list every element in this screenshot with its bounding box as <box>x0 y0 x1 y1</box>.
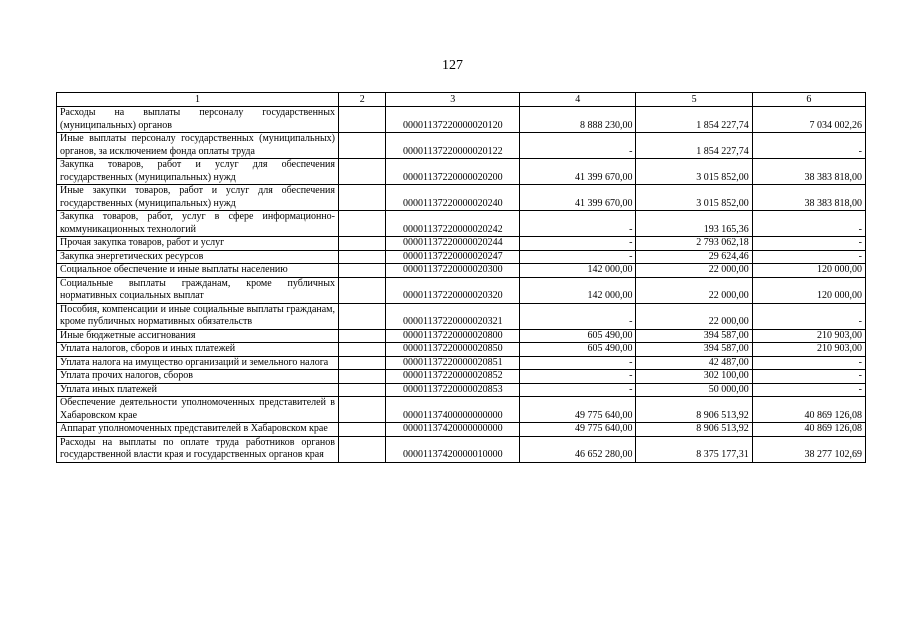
row-code-cell: 00001137220000020321 <box>386 303 520 329</box>
row-name-cell: Уплата налогов, сборов и иных платежей <box>57 343 339 357</box>
row-value6-cell: 210 903,00 <box>752 343 865 357</box>
row-name-cell: Обеспечение деятельности уполномоченных представителей в Хабаровском крае <box>57 397 339 423</box>
row-code-cell: 00001137220000020244 <box>386 237 520 251</box>
row-value6-cell: - <box>752 237 865 251</box>
table-row <box>57 423 866 437</box>
row-name-cell: Социальные выплаты гражданам, кроме публичных нормативных социальных выплат <box>57 277 339 303</box>
row-value4-cell: 49 775 640,00 <box>520 397 636 423</box>
row-col2-cell <box>339 356 386 370</box>
row-code-cell: 00001137220000020242 <box>386 211 520 237</box>
header-cell: 5 <box>636 93 752 107</box>
row-name-cell: Иные выплаты персоналу государственных (муниципальных) органов, за исключением фонда оплаты труда <box>57 133 339 159</box>
row-value5-cell: 3 015 852,00 <box>636 185 752 211</box>
row-col2-cell <box>339 329 386 343</box>
row-value6-cell: - <box>752 211 865 237</box>
row-col2-cell <box>339 423 386 437</box>
row-col2-cell <box>339 397 386 423</box>
row-value5-cell: 8 906 513,92 <box>636 397 752 423</box>
row-value5-cell: 1 854 227,74 <box>636 133 752 159</box>
table-row <box>57 277 866 303</box>
row-value6-cell: 38 277 102,69 <box>752 436 865 462</box>
row-value5-cell: 8 375 177,31 <box>636 436 752 462</box>
row-value4-cell: 605 490,00 <box>520 343 636 357</box>
budget-table <box>56 92 866 463</box>
table-row <box>57 211 866 237</box>
row-col2-cell <box>339 237 386 251</box>
row-code-cell: 00001137220000020852 <box>386 370 520 384</box>
header-cell: 6 <box>752 93 865 107</box>
row-name-cell: Уплата иных платежей <box>57 383 339 397</box>
header-row <box>57 93 866 107</box>
row-value5-cell: 22 000,00 <box>636 303 752 329</box>
row-value4-cell: 41 399 670,00 <box>520 159 636 185</box>
row-value5-cell: 22 000,00 <box>636 277 752 303</box>
table-row <box>57 159 866 185</box>
table-row <box>57 343 866 357</box>
header-cell: 2 <box>339 93 386 107</box>
row-value5-cell: 193 165,36 <box>636 211 752 237</box>
row-name-cell: Уплата прочих налогов, сборов <box>57 370 339 384</box>
row-value6-cell: - <box>752 356 865 370</box>
row-value4-cell: - <box>520 133 636 159</box>
row-value4-cell: - <box>520 383 636 397</box>
row-col2-cell <box>339 159 386 185</box>
row-value4-cell: 49 775 640,00 <box>520 423 636 437</box>
row-value6-cell: 120 000,00 <box>752 277 865 303</box>
row-value4-cell: 605 490,00 <box>520 329 636 343</box>
row-name-cell: Прочая закупка товаров, работ и услуг <box>57 237 339 251</box>
row-name-cell: Закупка энергетических ресурсов <box>57 250 339 264</box>
row-value5-cell: 8 906 513,92 <box>636 423 752 437</box>
header-cell: 3 <box>386 93 520 107</box>
row-name-cell: Иные бюджетные ассигнования <box>57 329 339 343</box>
row-value5-cell: 2 793 062,18 <box>636 237 752 251</box>
table-row <box>57 185 866 211</box>
row-code-cell: 00001137220000020320 <box>386 277 520 303</box>
row-value5-cell: 1 854 227,74 <box>636 107 752 133</box>
row-col2-cell <box>339 277 386 303</box>
row-value6-cell: - <box>752 383 865 397</box>
row-value6-cell: 40 869 126,08 <box>752 397 865 423</box>
row-value5-cell: 3 015 852,00 <box>636 159 752 185</box>
row-col2-cell <box>339 436 386 462</box>
table-row <box>57 107 866 133</box>
row-code-cell: 00001137420000010000 <box>386 436 520 462</box>
table-row <box>57 370 866 384</box>
row-value4-cell: - <box>520 250 636 264</box>
row-code-cell: 00001137220000020240 <box>386 185 520 211</box>
row-code-cell: 00001137220000020247 <box>386 250 520 264</box>
table-row <box>57 397 866 423</box>
row-value4-cell: 142 000,00 <box>520 264 636 278</box>
row-col2-cell <box>339 107 386 133</box>
row-value5-cell: 394 587,00 <box>636 329 752 343</box>
row-name-cell: Уплата налога на имущество организаций и земельного налога <box>57 356 339 370</box>
row-name-cell: Расходы на выплаты персоналу государственных (муниципальных) органов <box>57 107 339 133</box>
row-value4-cell: - <box>520 356 636 370</box>
row-name-cell: Закупка товаров, работ, услуг в сфере информационно-коммуникационных технологий <box>57 211 339 237</box>
row-col2-cell <box>339 383 386 397</box>
row-value6-cell: - <box>752 250 865 264</box>
row-name-cell: Пособия, компенсации и иные социальные выплаты гражданам, кроме публичных нормативных обязательств <box>57 303 339 329</box>
row-value5-cell: 29 624,46 <box>636 250 752 264</box>
table-row <box>57 383 866 397</box>
row-value4-cell: 142 000,00 <box>520 277 636 303</box>
header-cell: 4 <box>520 93 636 107</box>
row-code-cell: 00001137220000020300 <box>386 264 520 278</box>
page-number: 127 <box>442 58 463 73</box>
row-name-cell: Аппарат уполномоченных представителей в Хабаровском крае <box>57 423 339 437</box>
row-value6-cell: 7 034 002,26 <box>752 107 865 133</box>
table-row <box>57 250 866 264</box>
table-row <box>57 237 866 251</box>
row-name-cell: Иные закупки товаров, работ и услуг для обеспечения государственных (муниципальных) нужд <box>57 185 339 211</box>
row-value6-cell: - <box>752 370 865 384</box>
row-value5-cell: 394 587,00 <box>636 343 752 357</box>
row-value5-cell: 302 100,00 <box>636 370 752 384</box>
row-code-cell: 00001137220000020853 <box>386 383 520 397</box>
table-row <box>57 133 866 159</box>
row-name-cell: Социальное обеспечение и иные выплаты населению <box>57 264 339 278</box>
table-row <box>57 436 866 462</box>
row-value4-cell: 46 652 280,00 <box>520 436 636 462</box>
row-value4-cell: - <box>520 237 636 251</box>
row-value4-cell: 8 888 230,00 <box>520 107 636 133</box>
row-value4-cell: - <box>520 303 636 329</box>
row-code-cell: 00001137400000000000 <box>386 397 520 423</box>
row-code-cell: 00001137420000000000 <box>386 423 520 437</box>
row-value5-cell: 42 487,00 <box>636 356 752 370</box>
header-cell: 1 <box>57 93 339 107</box>
row-code-cell: 00001137220000020200 <box>386 159 520 185</box>
row-value4-cell: - <box>520 211 636 237</box>
row-code-cell: 00001137220000020120 <box>386 107 520 133</box>
row-col2-cell <box>339 133 386 159</box>
row-value6-cell: - <box>752 133 865 159</box>
row-code-cell: 00001137220000020850 <box>386 343 520 357</box>
row-value5-cell: 50 000,00 <box>636 383 752 397</box>
table-row <box>57 303 866 329</box>
row-name-cell: Расходы на выплаты по оплате труда работников органов государственной власти края и государственных органов края <box>57 436 339 462</box>
row-col2-cell <box>339 370 386 384</box>
row-value6-cell: 210 903,00 <box>752 329 865 343</box>
table-body <box>57 107 866 463</box>
row-value6-cell: 38 383 818,00 <box>752 159 865 185</box>
row-col2-cell <box>339 264 386 278</box>
row-col2-cell <box>339 185 386 211</box>
table-row <box>57 264 866 278</box>
row-value4-cell: 41 399 670,00 <box>520 185 636 211</box>
row-code-cell: 00001137220000020851 <box>386 356 520 370</box>
table-row <box>57 329 866 343</box>
row-col2-cell <box>339 211 386 237</box>
row-col2-cell <box>339 303 386 329</box>
row-name-cell: Закупка товаров, работ и услуг для обеспечения государственных (муниципальных) нужд <box>57 159 339 185</box>
row-value6-cell: 38 383 818,00 <box>752 185 865 211</box>
row-value5-cell: 22 000,00 <box>636 264 752 278</box>
row-code-cell: 00001137220000020122 <box>386 133 520 159</box>
row-col2-cell <box>339 343 386 357</box>
row-col2-cell <box>339 250 386 264</box>
row-value6-cell: 40 869 126,08 <box>752 423 865 437</box>
row-value6-cell: - <box>752 303 865 329</box>
row-value4-cell: - <box>520 370 636 384</box>
row-value6-cell: 120 000,00 <box>752 264 865 278</box>
row-code-cell: 00001137220000020800 <box>386 329 520 343</box>
table-row <box>57 356 866 370</box>
